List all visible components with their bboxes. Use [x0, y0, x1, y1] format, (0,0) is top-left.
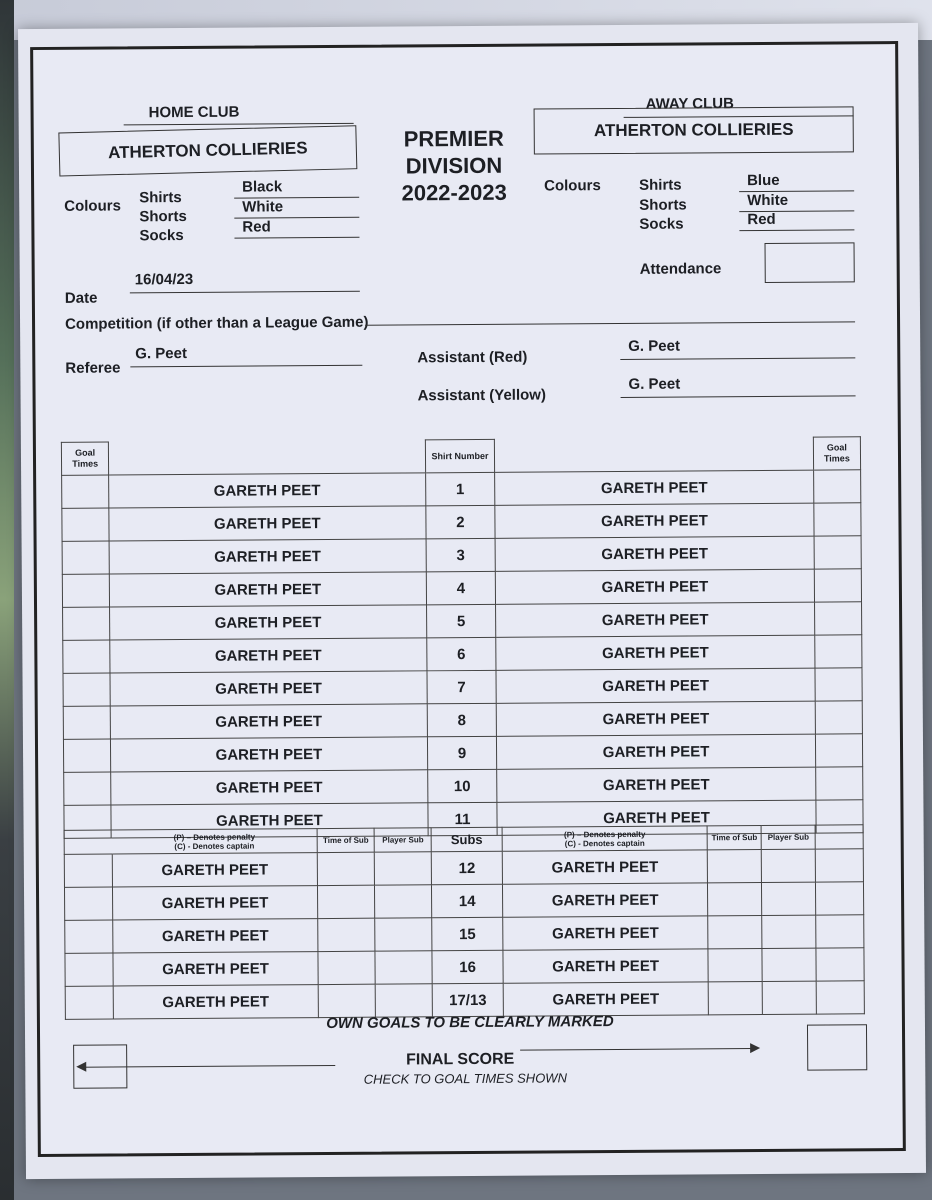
team-sheet-form [30, 41, 906, 1157]
home-score-arrow-head [76, 1062, 86, 1072]
division-title-line2: DIVISION [405, 152, 503, 179]
home-player-cell[interactable]: GARETH PEET [110, 605, 427, 640]
away-player-cell[interactable]: GARETH PEET [496, 602, 815, 637]
shirt-number-cell: 11 [427, 802, 497, 835]
attendance-box[interactable] [765, 242, 855, 283]
shirt-number-cell: 9 [427, 736, 497, 769]
away-goal-time-cell[interactable] [815, 701, 862, 734]
table-row [63, 602, 862, 641]
away-socks-value[interactable]: Red [739, 210, 854, 231]
home-sub-player-cell[interactable]: GARETH PEET [112, 919, 318, 953]
away-time-of-sub-header: Time of Sub [707, 825, 761, 849]
home-goal-time-cell[interactable] [63, 640, 110, 673]
home-time-of-sub-cell[interactable] [318, 885, 375, 918]
home-player-sub-cell[interactable] [375, 951, 432, 984]
table-row [62, 470, 861, 509]
division-title-line1: PREMIER [403, 125, 504, 152]
home-player-sub-cell[interactable] [375, 885, 432, 918]
shirt-number-cell: 6 [426, 637, 496, 670]
home-sub-goal-cell[interactable] [65, 953, 113, 986]
home-goal-time-cell[interactable] [63, 739, 110, 772]
away-sub-player-cell[interactable]: GARETH PEET [502, 850, 708, 884]
home-club-name: ATHERTON COLLIERIES [107, 138, 308, 163]
shirt-number-cell: 4 [426, 571, 496, 604]
home-goal-time-cell[interactable] [62, 541, 109, 574]
away-sub-goal-cell[interactable] [815, 849, 863, 882]
starting-lineup-table [61, 436, 864, 839]
table-row [63, 668, 862, 707]
sub-number-cell: 17/13 [432, 983, 503, 1016]
away-time-of-sub-cell[interactable] [708, 882, 762, 915]
home-player-cell[interactable]: GARETH PEET [111, 770, 428, 805]
table-row [64, 767, 863, 806]
home-subs-legend [112, 829, 318, 854]
referee-value[interactable]: G. Peet [130, 344, 362, 368]
away-goal-times-header: Goal Times [813, 437, 860, 470]
home-player-cell[interactable]: GARETH PEET [111, 737, 428, 772]
date-label: Date [64, 289, 98, 307]
away-sub-player-cell[interactable]: GARETH PEET [503, 982, 709, 1016]
home-legend-penalty: (P) – Denotes penalty [173, 832, 256, 842]
home-header-spacer [109, 440, 426, 475]
away-shirts-label: Shirts [639, 176, 682, 194]
assistant-yellow-value[interactable]: G. Peet [620, 374, 855, 398]
away-player-cell[interactable]: GARETH PEET [497, 800, 816, 835]
home-goal-times-header: Goal Times [61, 442, 108, 475]
away-goal-time-cell[interactable] [814, 536, 861, 569]
away-player-sub-cell[interactable] [762, 915, 816, 948]
home-goal-time-cell[interactable] [63, 607, 110, 640]
away-goal-time-cell[interactable] [813, 470, 860, 503]
home-time-of-sub-header: Time of Sub [317, 828, 374, 852]
home-player-cell[interactable]: GARETH PEET [110, 638, 427, 673]
away-player-cell[interactable]: GARETH PEET [495, 503, 814, 538]
home-sub-goal-cell[interactable] [64, 887, 112, 920]
table-header-row [61, 437, 860, 476]
assistant-red-label: Assistant (Red) [417, 348, 528, 367]
own-goals-note: OWN GOALS TO BE CLEARLY MARKED [326, 1013, 614, 1033]
shirt-number-cell: 7 [427, 670, 497, 703]
home-player-cell[interactable]: GARETH PEET [111, 803, 428, 838]
away-colours-label: Colours [544, 177, 601, 195]
away-player-sub-cell[interactable] [762, 981, 816, 1014]
home-club-box[interactable] [58, 125, 357, 176]
home-player-sub-cell[interactable] [374, 852, 431, 885]
away-sub-goal-cell[interactable] [816, 948, 864, 981]
table-row [63, 701, 862, 740]
check-goal-times-note: CHECK TO GOAL TIMES SHOWN [363, 1070, 567, 1087]
home-shorts-value[interactable]: White [234, 198, 359, 219]
shirt-number-cell: 2 [425, 505, 495, 538]
home-player-cell[interactable]: GARETH PEET [109, 506, 426, 541]
away-shirts-value[interactable]: Blue [739, 171, 854, 192]
table-row [62, 503, 861, 542]
competition-field[interactable] [365, 302, 855, 325]
home-goal-time-cell[interactable] [62, 508, 109, 541]
sub-row [64, 849, 863, 888]
home-shirts-value[interactable]: Black [234, 178, 359, 199]
away-goal-time-cell[interactable] [814, 635, 861, 668]
home-player-cell[interactable]: GARETH PEET [110, 572, 427, 607]
away-club-name: ATHERTON COLLIERIES [593, 119, 794, 141]
away-sub-player-cell[interactable]: GARETH PEET [503, 916, 709, 950]
table-row [62, 569, 861, 608]
sub-number-cell: 14 [432, 884, 503, 917]
away-sub-goal-cell[interactable] [816, 915, 864, 948]
away-goal-time-cell[interactable] [814, 569, 861, 602]
background-left [0, 0, 14, 1200]
home-goal-time-cell[interactable] [62, 475, 109, 508]
away-legend-captain: (C) - Denotes captain [564, 838, 645, 848]
sub-row [65, 915, 864, 954]
away-player-sub-cell[interactable] [761, 849, 815, 882]
away-shorts-label: Shorts [639, 196, 687, 214]
match-sheet-page [18, 23, 926, 1179]
away-player-sub-header: Player Sub [761, 825, 815, 849]
away-subs-goal-spacer [815, 825, 863, 849]
away-time-of-sub-cell[interactable] [708, 948, 762, 981]
home-player-sub-header: Player Sub [374, 828, 431, 852]
shirt-number-cell: 3 [426, 538, 496, 571]
away-player-sub-cell[interactable] [762, 948, 816, 981]
away-socks-label: Socks [639, 215, 684, 233]
away-sub-player-cell[interactable]: GARETH PEET [502, 883, 708, 917]
away-sub-goal-cell[interactable] [816, 882, 864, 915]
away-shorts-value[interactable]: White [739, 191, 854, 212]
away-player-cell[interactable]: GARETH PEET [496, 668, 815, 703]
away-goal-time-cell[interactable] [815, 668, 862, 701]
away-player-cell[interactable]: GARETH PEET [495, 536, 814, 571]
assistant-red-value[interactable]: G. Peet [620, 336, 855, 360]
away-player-cell[interactable]: GARETH PEET [496, 569, 815, 604]
away-final-score-box[interactable] [807, 1024, 867, 1070]
season-title: 2022-2023 [401, 179, 507, 206]
away-goal-time-cell[interactable] [814, 602, 861, 635]
home-player-cell[interactable]: GARETH PEET [110, 704, 427, 739]
away-club-label: AWAY CLUB [645, 95, 734, 113]
final-score-label: FINAL SCORE [406, 1050, 515, 1069]
home-time-of-sub-cell[interactable] [317, 852, 374, 885]
home-shirts-label: Shirts [139, 189, 182, 207]
subs-header: Subs [431, 827, 502, 851]
substitutes-table [64, 824, 865, 1020]
home-subs-legend-spacer [64, 830, 112, 854]
home-player-cell[interactable]: GARETH PEET [109, 539, 426, 574]
away-score-arrow-head [750, 1043, 760, 1053]
away-sub-player-cell[interactable]: GARETH PEET [503, 949, 709, 983]
sub-row [65, 948, 864, 987]
home-sub-goal-cell[interactable] [65, 986, 113, 1019]
assistant-yellow-label: Assistant (Yellow) [417, 386, 546, 405]
home-player-cell[interactable]: GARETH PEET [109, 473, 426, 508]
home-player-sub-cell[interactable] [375, 984, 432, 1017]
sub-number-cell: 15 [432, 917, 503, 950]
away-time-of-sub-cell[interactable] [708, 915, 762, 948]
table-row [62, 536, 861, 575]
sub-number-cell: 16 [432, 950, 503, 983]
sub-row [64, 882, 863, 921]
sub-number-cell: 12 [432, 851, 503, 884]
away-club-box[interactable] [534, 106, 854, 154]
home-goal-time-cell[interactable] [62, 574, 109, 607]
home-goal-time-cell[interactable] [64, 772, 111, 805]
away-goal-time-cell[interactable] [814, 503, 861, 536]
away-time-of-sub-cell[interactable] [708, 849, 762, 882]
date-value[interactable]: 16/04/23 [130, 270, 360, 294]
home-sub-player-cell[interactable]: GARETH PEET [113, 985, 319, 1019]
home-goal-time-cell[interactable] [63, 673, 110, 706]
table-row [63, 734, 862, 773]
away-player-cell[interactable]: GARETH PEET [497, 701, 816, 736]
shirt-number-cell: 1 [425, 472, 495, 505]
away-time-of-sub-cell[interactable] [708, 981, 762, 1014]
home-shorts-label: Shorts [139, 207, 187, 226]
home-time-of-sub-cell[interactable] [318, 984, 375, 1017]
shirt-number-header: Shirt Number [425, 439, 495, 472]
competition-label: Competition (if other than a League Game) [64, 313, 369, 333]
away-player-cell[interactable]: GARETH PEET [495, 470, 814, 505]
home-time-of-sub-cell[interactable] [318, 918, 375, 951]
away-goal-time-cell[interactable] [815, 734, 862, 767]
home-player-cell[interactable]: GARETH PEET [110, 671, 427, 706]
home-sub-player-cell[interactable]: GARETH PEET [112, 853, 318, 887]
away-player-cell[interactable]: GARETH PEET [497, 767, 816, 802]
home-colours-label: Colours [64, 197, 121, 215]
home-player-sub-cell[interactable] [375, 918, 432, 951]
away-player-cell[interactable]: GARETH PEET [496, 635, 815, 670]
home-club-label-line [124, 104, 354, 126]
shirt-number-cell: 10 [427, 769, 497, 802]
home-socks-label: Socks [139, 227, 184, 245]
home-club-label: HOME CLUB [148, 103, 240, 122]
away-sub-goal-cell[interactable] [816, 981, 864, 1014]
referee-label: Referee [65, 359, 121, 377]
home-sub-player-cell[interactable]: GARETH PEET [113, 952, 319, 986]
away-subs-legend [502, 826, 708, 851]
table-row [63, 635, 862, 674]
shirt-number-cell: 5 [426, 604, 496, 637]
home-sub-player-cell[interactable]: GARETH PEET [112, 886, 318, 920]
away-header-spacer [495, 437, 814, 472]
home-time-of-sub-cell[interactable] [318, 951, 375, 984]
home-goal-time-cell[interactable] [63, 706, 110, 739]
away-legend-penalty: (P) – Denotes penalty [563, 829, 646, 839]
away-goal-time-cell[interactable] [815, 767, 862, 800]
home-sub-goal-cell[interactable] [65, 920, 113, 953]
away-player-cell[interactable]: GARETH PEET [497, 734, 816, 769]
home-sub-goal-cell[interactable] [64, 854, 112, 887]
away-player-sub-cell[interactable] [762, 882, 816, 915]
shirt-number-cell: 8 [427, 703, 497, 736]
attendance-label: Attendance [639, 260, 722, 278]
home-socks-value[interactable]: Red [234, 218, 359, 239]
home-legend-captain: (C) - Denotes captain [174, 841, 255, 851]
